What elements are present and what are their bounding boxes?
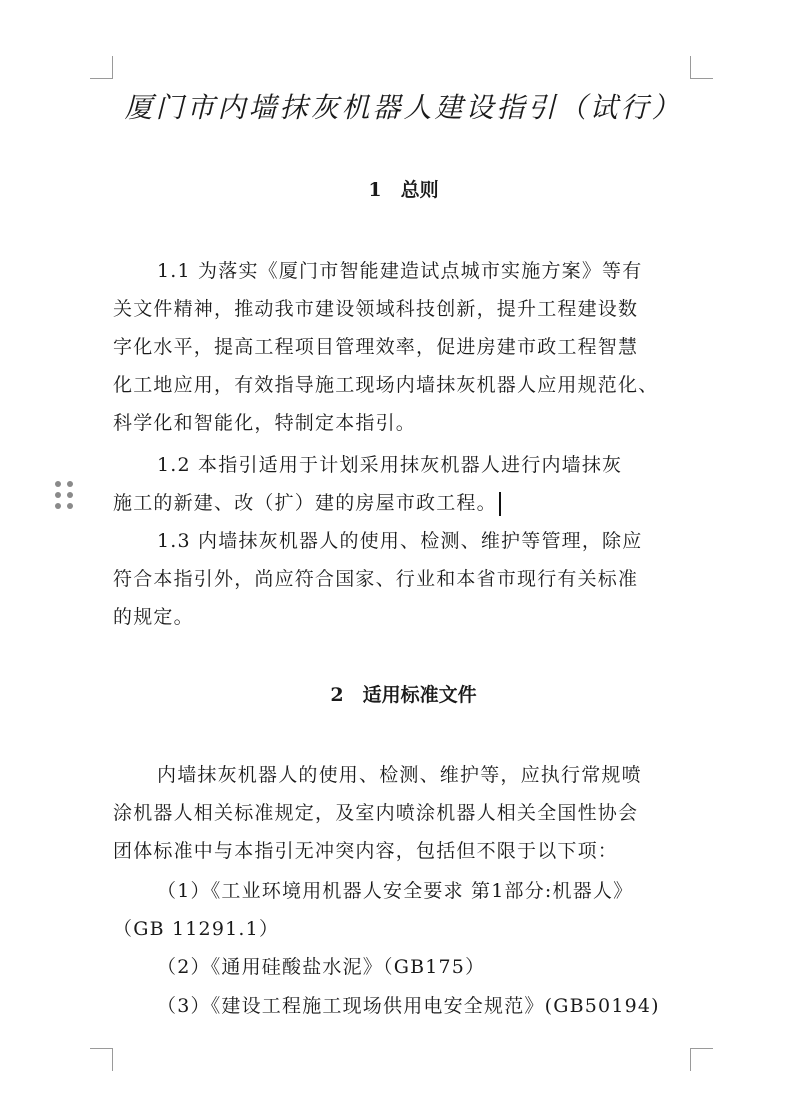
text-line: 1.1 为落实《厦门市智能建造试点城市实施方案》等有 <box>157 260 643 282</box>
text-line: 1.2 本指引适用于计划采用抹灰机器人进行内墙抹灰 <box>157 454 623 476</box>
text-line: 团体标准中与本指引无冲突内容，包括但不限于以下项： <box>113 840 619 862</box>
text-line: 化工地应用，有效指导施工现场内墙抹灰机器人应用规范化、 <box>113 374 659 396</box>
text-line: （3）《建设工程施工现场供用电安全规范》(GB50194) <box>157 995 660 1017</box>
text-line-with-caret <box>113 484 693 522</box>
paragraph-standards-intro[interactable] <box>113 756 693 870</box>
section-heading-standards: 2 适用标准文件 <box>330 684 477 706</box>
text-line: 符合本指引外，尚应符合国家、行业和本省市现行有关标准 <box>113 568 639 590</box>
text-line: 字化水平，提高工程项目管理效率，促进房建市政工程智慧 <box>113 336 639 358</box>
text-cursor <box>499 492 501 516</box>
handle-dot <box>55 503 61 509</box>
text-line: （1）《工业环境用机器人安全要求 第1部分:机器人》 <box>157 880 634 902</box>
text-line: 的规定。 <box>113 606 194 628</box>
page-corner-top-right <box>690 56 713 79</box>
text-line: 关文件精神，推动我市建设领域科技创新，提升工程建设数 <box>113 298 639 320</box>
handle-dot <box>67 503 73 509</box>
text-line: 施工的新建、改（扩）建的房屋市政工程。 <box>113 492 497 514</box>
handle-dot <box>67 492 73 498</box>
text-line: 科学化和智能化，特制定本指引。 <box>113 412 417 434</box>
page-corner-top-left <box>90 56 113 79</box>
handle-dot <box>55 481 61 487</box>
page-corner-bottom-right <box>690 1048 713 1071</box>
text-line: 内墙抹灰机器人的使用、检测、维护等，应执行常规喷 <box>157 764 642 786</box>
list-item-standard-3[interactable] <box>113 987 693 1025</box>
page-corner-bottom-left <box>90 1048 113 1071</box>
list-item-standard-2[interactable] <box>113 948 693 986</box>
paragraph-1-2[interactable] <box>113 446 693 522</box>
drag-handle-icon[interactable] <box>55 481 73 511</box>
paragraph-1-1[interactable] <box>113 252 693 442</box>
text-line: 1.3 内墙抹灰机器人的使用、检测、维护等管理，除应 <box>157 530 643 552</box>
paragraph-1-3[interactable] <box>113 522 693 636</box>
handle-dot <box>55 492 61 498</box>
list-item-standard-1[interactable] <box>113 872 693 948</box>
text-line: （2）《通用硅酸盐水泥》（GB175） <box>157 956 486 978</box>
text-line: （GB 11291.1） <box>113 918 280 940</box>
document-title: 厦门市内墙抹灰机器人建设指引（试行） <box>124 91 683 124</box>
text-line: 涂机器人相关标准规定，及室内喷涂机器人相关全国性协会 <box>113 802 639 824</box>
section-heading-general: 1 总则 <box>368 179 439 201</box>
handle-dot <box>67 481 73 487</box>
